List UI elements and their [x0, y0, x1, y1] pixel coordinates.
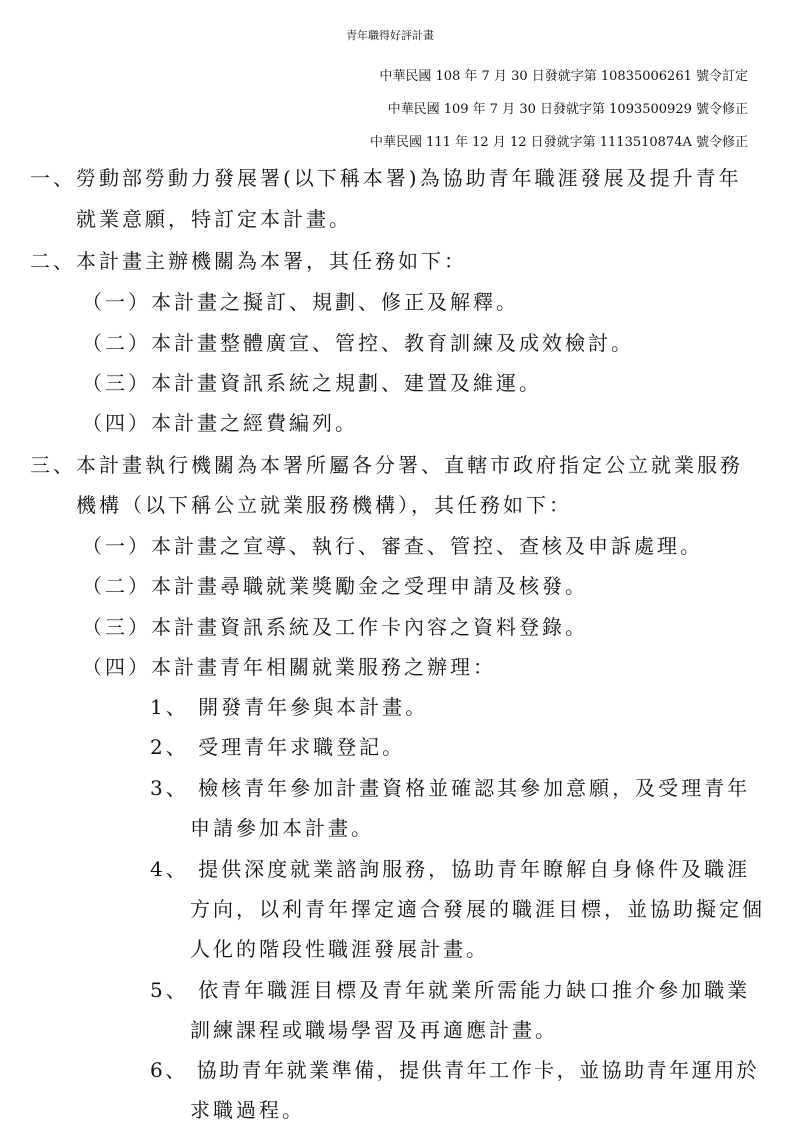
list-item: （四）本計畫青年相關就業服務之辦理： [82, 655, 496, 679]
sub-list-item: 1、 開發青年參與本計畫。 [150, 695, 429, 719]
sub-list-item: 6、 協助青年就業準備，提供青年工作卡，並協助青年運用於 [150, 1058, 760, 1082]
sub-list-item: 2、 受理青年求職登記。 [150, 735, 406, 759]
list-item: （一）本計畫之擬訂、規劃、修正及解釋。 [82, 290, 519, 314]
section-heading: 二、本計畫主辦機關為本署，其任務如下： [30, 249, 467, 273]
list-item: （一）本計畫之宣導、執行、審查、管控、查核及申訴處理。 [82, 534, 703, 558]
paragraph-line: 機構（以下稱公立就業服務機構），其任務如下： [76, 493, 572, 517]
list-item: （二）本計畫尋職就業獎勵金之受理申請及核發。 [82, 574, 588, 598]
revision-note: 中華民國 108 年 7 月 30 日發就字第 10835006261 號令訂定 [379, 69, 748, 84]
section-heading: 一、勞動部勞動力發展署(以下稱本署)為協助青年職涯發展及提升青年 [30, 166, 742, 190]
section-heading: 三、本計畫執行機關為本署所屬各分署、直轄市政府指定公立就業服務 [30, 453, 743, 477]
sub-list-item-continuation: 方向，以利青年擇定適合發展的職涯目標，並協助擬定個 [190, 897, 765, 921]
revision-note: 中華民國 109 年 7 月 30 日發就字第 1093500929 號令修正 [387, 102, 748, 117]
sub-list-item-continuation: 申請參加本計畫。 [190, 816, 374, 840]
sub-list-item: 3、 檢核青年參加計畫資格並確認其參加意願，及受理青年 [150, 776, 751, 800]
sub-list-item: 5、 依青年職涯目標及青年就業所需能力缺口推介參加職業 [150, 978, 751, 1002]
sub-list-item-continuation: 人化的階段性職涯發展計畫。 [190, 937, 489, 961]
sub-list-item-continuation: 訓練課程或職場學習及再適應計畫。 [190, 1018, 558, 1042]
sub-list-item-continuation: 求職過程。 [190, 1098, 305, 1122]
document-title: 青年職得好評計畫 [346, 29, 434, 42]
sub-list-item: 4、 提供深度就業諮詢服務，協助青年瞭解自身條件及職涯 [150, 857, 751, 881]
list-item: （二）本計畫整體廣宣、管控、教育訓練及成效檢討。 [82, 331, 634, 355]
paragraph-line: 就業意願，特訂定本計畫。 [76, 207, 352, 231]
list-item: （三）本計畫資訊系統之規劃、建置及維運。 [82, 371, 542, 395]
list-item: （三）本計畫資訊系統及工作卡內容之資料登錄。 [82, 615, 588, 639]
list-item: （四）本計畫之經費編列。 [82, 411, 358, 435]
revision-note: 中華民國 111 年 12 月 12 日發就字第 1113510874A 號令修正 [369, 135, 748, 150]
